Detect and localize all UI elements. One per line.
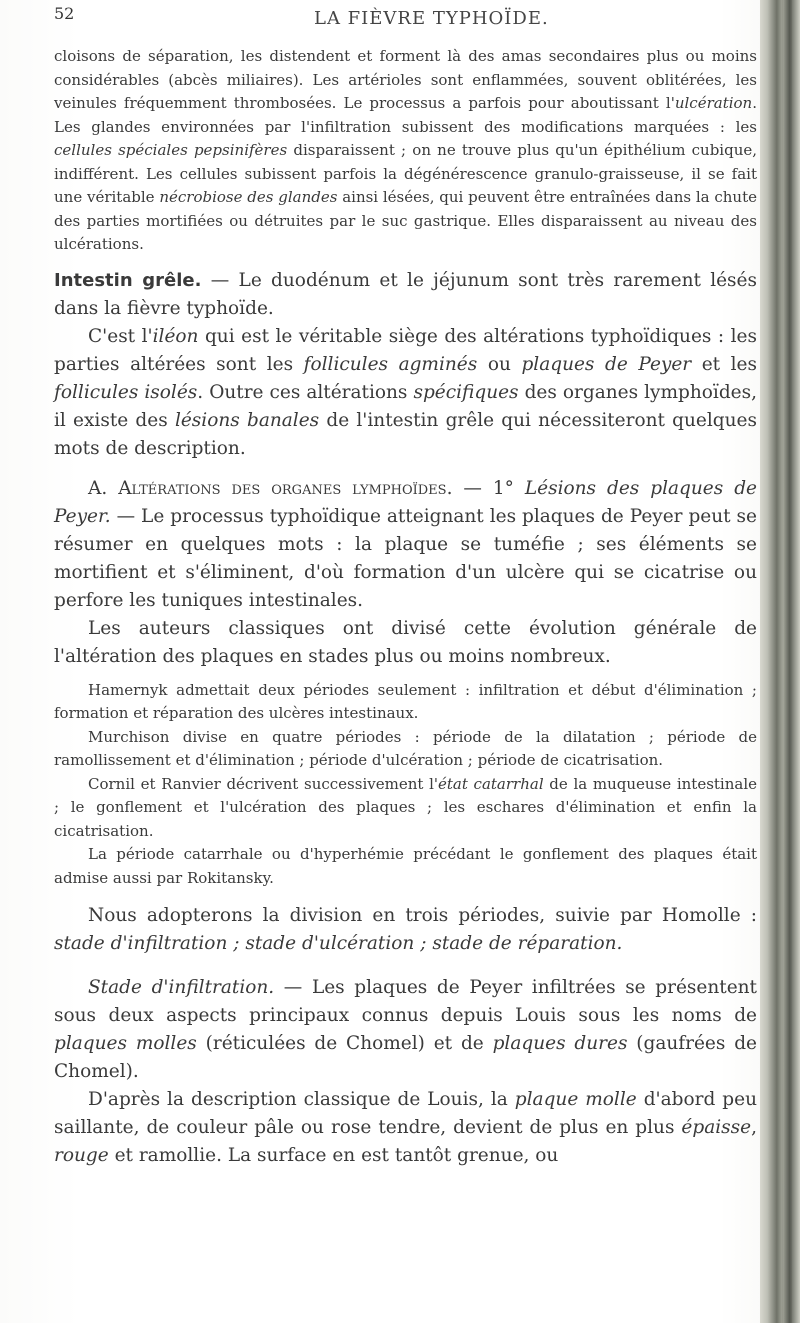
paragraph-6-emph-1: stade d'infiltration ; stade d'ulcération ; stade de réparation.: [54, 933, 623, 954]
paragraph-6-text-1: Nous adopterons la division en trois périodes, suivie par Homolle :: [88, 905, 757, 926]
paragraph-8-text-1: D'après la description classique de Louis, la: [88, 1089, 515, 1110]
paragraph-1-emph-2: cellules spéciales pepsinifères: [54, 141, 288, 159]
paragraph-8-text-4: et ramollie. La surface en est tantôt grenue, ou: [108, 1145, 559, 1166]
paragraph-3-text-4: et les: [691, 353, 757, 375]
paragraph-3-text-6: des organes lymphoïdes, il existe des: [54, 381, 757, 431]
paragraph-7-text-1: — Les plaques de Peyer infiltrées se présentent sous deux aspects principaux connus depuis Louis sous les noms de: [54, 977, 757, 1026]
paragraph-7: [54, 974, 757, 1086]
note-3-text-1: Cornil et Ranvier décrivent successivement l': [88, 774, 438, 793]
paragraph-8-text-2: d'abord peu saillante, de couleur pâle ou rose tendre, devient de plus en plus: [54, 1089, 757, 1138]
note-3: [54, 773, 757, 844]
paragraph-1-emph-1: ulcération: [674, 94, 753, 112]
note-2: [54, 726, 757, 773]
running-title: LA FIÈVRE TYPHOÏDE.: [314, 8, 549, 29]
spine-edge-strip: [782, 0, 792, 1323]
paragraph-3-emph-5: spécifiques: [413, 381, 519, 403]
paragraph-7-text-3: (gaufrées de Chomel).: [54, 1033, 758, 1082]
note-1-text: Hamernyk admettait deux périodes seulement : infiltration et début d'élimination ; formation et réparation des ulcères intestinaux.: [54, 680, 757, 722]
paragraph-6: [54, 902, 757, 958]
note-3-emph-1: état catarrhal: [438, 774, 544, 793]
paragraph-3-emph-4: follicules isolés: [54, 381, 198, 403]
note-1: [54, 679, 757, 726]
paragraph-3-emph-3: plaques de Peyer: [521, 353, 692, 375]
paragraph-2-text: — Le duodénum et le jéjunum sont très rarement lésés dans la fièvre typhoïde.: [54, 269, 757, 319]
paragraph-4-text-2: — Le processus typhoïdique atteignant les plaques de Peyer peut se résumer en quelques mots : la plaque se tuméfie ; ses éléments se mortifient et s'éliminent, d'où formation d'un ulcère qui se cicatrise ou perfore les tuniques intestinales.: [54, 505, 757, 611]
paragraph-3-emph-2: follicules agminés: [303, 353, 478, 375]
paragraph-4: [54, 475, 757, 615]
paragraph-4-emph-1: Lésions des plaques de Peyer.: [54, 477, 757, 527]
paragraph-3-text-1: C'est l': [88, 325, 153, 347]
paragraph-1-text-2: . Les glandes environnées par l'infiltration subissent des modifications marquées : les: [54, 94, 757, 136]
paragraph-1: [54, 45, 757, 257]
note-4: [54, 843, 757, 890]
book-spine-shadow: [760, 0, 800, 1323]
page-content: [54, 45, 757, 1170]
paragraph-7-emph-2: plaques molles: [54, 1033, 197, 1054]
paragraph-5-text: Les auteurs classiques ont divisé cette évolution générale de l'altération des plaques en stades plus ou moins nombreux.: [54, 617, 757, 667]
note-2-text: Murchison divise en quatre périodes : période de la dilatation ; période de ramollissement et d'élimination ; période d'ulcération ; période de cicatrisation.: [54, 727, 757, 769]
section-label-a: A. Altérations des organes lymphoïdes.: [88, 477, 453, 499]
paragraph-3: [54, 323, 757, 463]
paragraph-1-text-3: disparaissent ; on ne trouve plus qu'un épithélium cubique, indifférent. Les cellules subissent parfois la dégénérescence granulo-graisseuse, il se fait une véritable: [54, 141, 757, 206]
paragraph-3-emph-6: lésions banales: [174, 409, 320, 431]
paragraph-1-emph-3: nécrobiose des glandes: [159, 188, 338, 206]
notes-block: [54, 679, 757, 891]
note-4-text: La période catarrhale ou d'hyperhémie précédant le gonflement des plaques était admise aussi par Rokitansky.: [54, 845, 757, 887]
paragraph-1-text-4: ainsi lésées, qui peuvent être entraînées dans la chute des parties mortifiées ou détruites par le suc gastrique. Elles disparaissent au niveau des ulcérations.: [54, 188, 758, 253]
paragraph-3-text-2: qui est le véritable siège des altérations typhoïdiques : les parties altérées sont les: [54, 325, 757, 375]
paragraph-5: [54, 615, 757, 671]
paragraph-7-emph-3: plaques dures: [492, 1033, 628, 1054]
paragraph-8-emph-2: épaisse: [681, 1117, 752, 1138]
paragraph-4-text-1: — 1°: [452, 477, 525, 499]
paragraph-2: [54, 267, 757, 323]
paragraph-7-emph-1: Stade d'infiltration.: [88, 977, 275, 998]
paragraph-3-text-7: de l'intestin grêle qui nécessiteront quelques mots de description.: [54, 409, 757, 459]
paragraph-8-emph-3: rouge: [54, 1145, 109, 1166]
paragraph-3-text-3: ou: [477, 353, 522, 375]
paragraph-8-emph-1: plaque molle: [514, 1089, 637, 1110]
paragraph-8-text-3: ,: [751, 1117, 757, 1138]
page-header: [54, 0, 754, 35]
page-number: 52: [54, 4, 75, 23]
paragraph-3-emph-1: iléon: [152, 325, 199, 347]
paragraph-7-text-2: (réticulées de Chomel) et de: [196, 1033, 493, 1054]
paragraph-8: [54, 1086, 757, 1170]
paragraph-1-text-1: cloisons de séparation, les distendent et forment là des amas secondaires plus ou moins considérables (abcès miliaires). Les artérioles sont enflammées, souvent oblitérées, les veinules fréquemment thrombosées. Le processus a parfois pour aboutissant l': [54, 47, 757, 112]
note-3-text-2: de la muqueuse intestinale ; le gonflement et l'ulcération des plaques ; les eschares d'élimination et enfin la cicatrisation.: [54, 774, 758, 840]
section-heading-intestin-grele: Intestin grêle.: [54, 269, 202, 291]
paragraph-3-text-5: . Outre ces altérations: [197, 381, 414, 403]
